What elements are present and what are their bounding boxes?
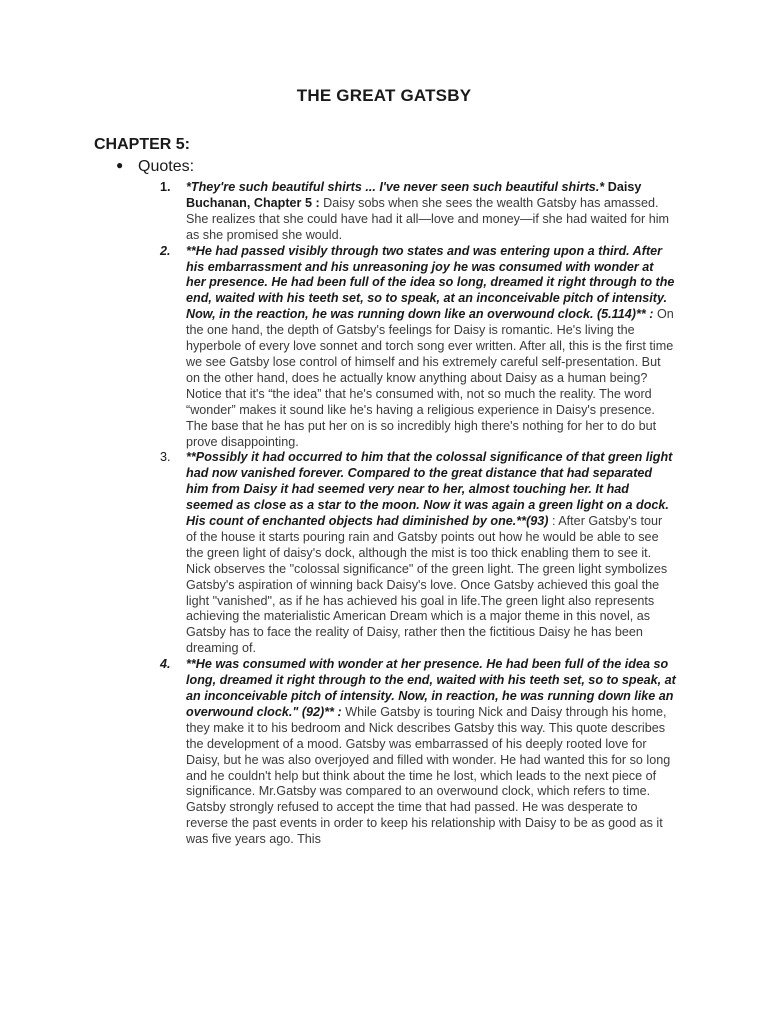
quote-source: Daisy Buchanan, Chapter 5 : [186, 180, 642, 210]
item-number: 3. [160, 450, 171, 465]
quote-text: **He had passed visibly through two states and was entering upon a third. After his embarrassment and his unreasoning joy he was consumed with wonder at her presence. He had been full of the idea so long, dreamed it right through to the end, waited with his teeth set, so to speak, at an inconceivable pitch of intensity. Now, in the reaction, he was running down like an overwound clock. (5.114)** : [186, 243, 675, 322]
quotes-list [160, 180, 676, 848]
chapter-heading: CHAPTER 5: [94, 136, 191, 153]
quote-text: *They're such beautiful shirts ... I've never seen such beautiful shirts.* [186, 180, 605, 194]
quote-commentary: On the one hand, the depth of Gatsby's feelings for Daisy is romantic. He's living the hyperbole of every love sonnet and torch song ever written. After all, this is the first time we see Gatsby lose control of himself and his extremely careful self-presentation. But on the other hand, does he actually know anything about Daisy as a human being? Notice that it's “the idea” that he's consumed with, not so much the reality. The word “wonder” makes it sound like he's having a religious experience in Daisy's presence. The base that he has put her on is so incredibly high there's nothing for her to do but prove disappointing. [186, 307, 674, 449]
list-item [160, 180, 676, 244]
bullet-icon: ● [116, 158, 124, 172]
item-number: 2. [160, 243, 171, 258]
quote-commentary: : After Gatsby's tour of the house it starts pouring rain and Gatsby points out how he would be able to see the green light of daisy's dock, although the mist is too thick enabling them to see it. Nick observes the "colossal significance" of the green light. The green light symbolizes Gatsby's aspiration of winning back Daisy's love. Once Gatsby achieved this goal the light "vanished", as if he has achieved his goal in life.The green light also represents achieving the materialistic American Dream which is a major theme in this novel, as Gatsby has to face the reality of Daisy, rather then the fictitious Daisy he has been dreaming of. [186, 514, 668, 656]
item-number: 4. [160, 657, 171, 672]
quote-text: **He was consumed with wonder at her presence. He had been full of the idea so long, dreamed it right through to the end, waited with his teeth set, so to speak, at an inconceivable pitch of intensity. Now, in reaction, he was running down like an overwound clock." (92)** : [186, 657, 676, 719]
quote-commentary: While Gatsby is touring Nick and Daisy through his home, they make it to his bedroom and Nick describes Gatsby this way. This quote describes the development of a mood. Gatsby was embarrassed of his deeply rooted love for Daisy, but he was also overjoyed and filled with wonder. He had wanted this for so long and he couldn't help but think about the time he lost, which leads to the next piece of significance. Mr.Gatsby was compared to an overwound clock, which refers to time. Gatsby strongly refused to accept the time that had passed. He was desperate to reverse the past events in order to keep his relationship with Daisy to be as good as it was five years ago. This [186, 704, 671, 847]
quote-text: **Possibly it had occurred to him that the colossal significance of that green light had now vanished forever. Compared to the great distance that had separated him from Daisy it had seemed very near to her, almost touching her. It had seemed as close as a star to the moon. Now it was again a green light on a dock. His count of enchanted objects had diminished by one.**(93) [186, 450, 673, 529]
item-number: 1. [160, 180, 171, 194]
list-item [160, 244, 676, 451]
document-title: THE GREAT GATSBY [296, 86, 472, 105]
list-item [160, 450, 676, 657]
quotes-heading-label: Quotes: [138, 158, 195, 175]
quotes-heading [116, 158, 194, 176]
quote-commentary: Daisy sobs when she sees the wealth Gatsby has amassed. She realizes that she could have had it all—love and money—if she had waited for him as she promised she would. [186, 195, 670, 242]
list-item [160, 657, 676, 848]
